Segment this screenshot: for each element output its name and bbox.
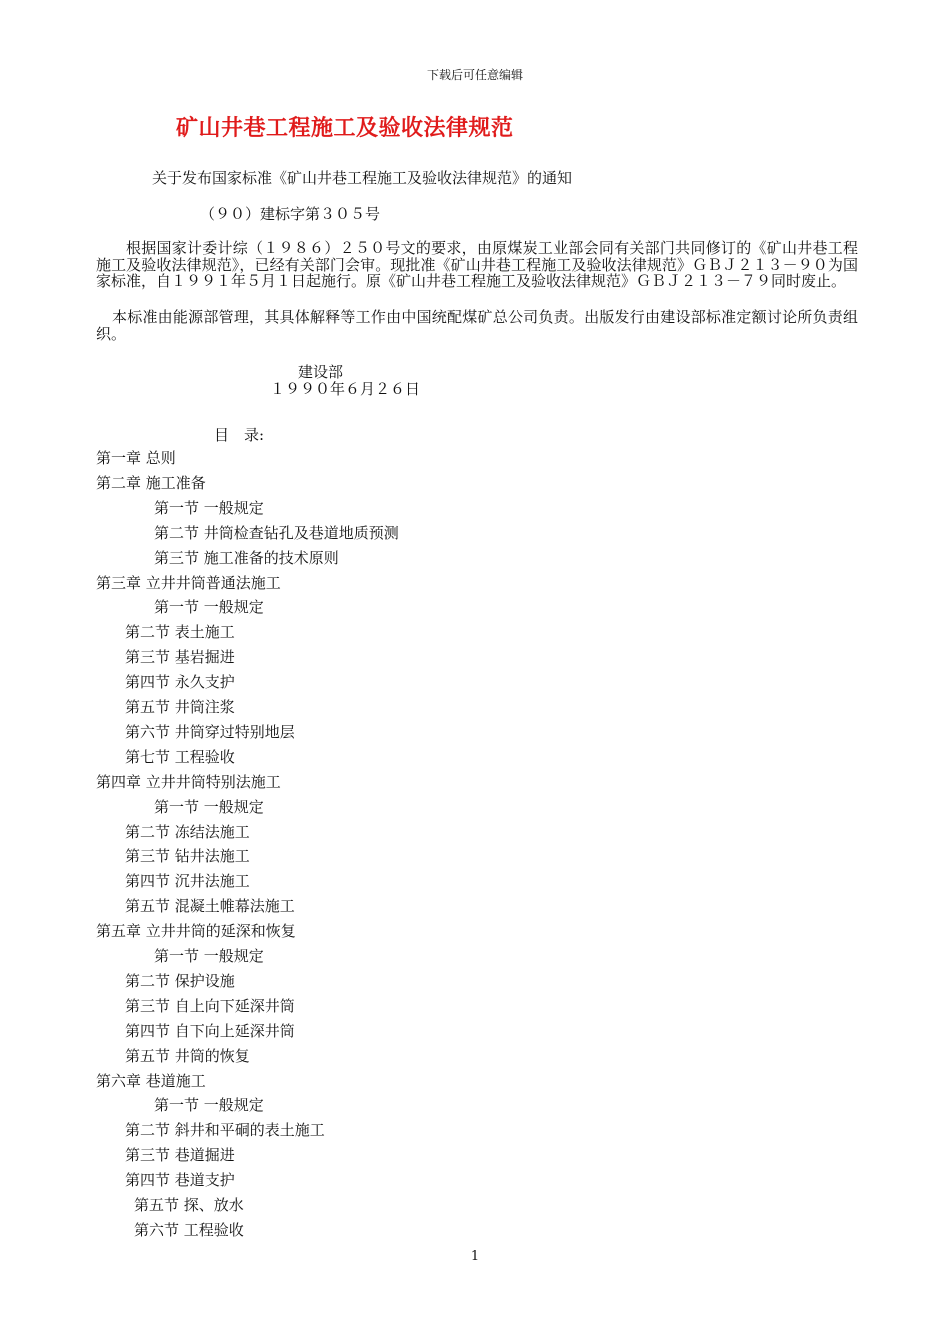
toc-section: 第七节 工程验收 <box>125 747 235 766</box>
toc-section: 第二节 冻结法施工 <box>125 822 250 841</box>
toc-section: 第三节 基岩掘进 <box>125 648 235 667</box>
toc-section: 第二节 保护设施 <box>125 971 235 990</box>
toc-section: 第三节 巷道掘进 <box>125 1146 235 1165</box>
toc-chapter: 第五章 立井井筒的延深和恢复 <box>96 922 296 941</box>
toc-section: 第一节 一般规定 <box>154 598 264 617</box>
toc-section: 第五节 混凝土帷幕法施工 <box>125 897 295 916</box>
toc-section: 第一节 一般规定 <box>154 947 264 965</box>
toc-section: 第四节 沉井法施工 <box>125 872 250 891</box>
toc-chapter: 第四章 立井井筒特别法施工 <box>96 772 281 791</box>
toc-chapter: 第三章 立井井筒普通法施工 <box>96 573 281 592</box>
issuer: 建设部 <box>298 363 344 381</box>
body-paragraph-1: 根据国家计委计综（１９８６）２５０号文的要求，由原煤炭工业部会同有关部门共同修订的《矿山井巷工程施工及验收法律规范》，已经有关部门会审。现批准《矿山井巷工程施工及验收法律规范》ＧＢＪ２１３－９０为国家标准，自１９９１年５月１日起施行。原《矿山井巷工程施工及验收法律规范》ＧＢＪ２１３－７９同时废止。 <box>96 239 858 290</box>
toc-section: 第三节 自上向下延深井筒 <box>125 996 295 1015</box>
document-number: （９０）建标字第３０５号 <box>200 205 381 223</box>
toc-section: 第一节 一般规定 <box>154 797 264 816</box>
issue-date: １９９０年６月２６日 <box>270 380 421 398</box>
header-note: 下载后可任意编辑 <box>426 68 523 82</box>
notice-title: 关于发布国家标准《矿山井巷工程施工及验收法律规范》的通知 <box>152 169 573 187</box>
toc-section: 第五节 井筒注浆 <box>125 698 235 716</box>
toc-heading: 目 录: <box>214 426 265 444</box>
body-paragraph-2: 本标准由能源部管理，其具体解释等工作由中国统配煤矿总公司负责。出版发行由建设部标准定额讨论所负责组织。 <box>96 308 858 343</box>
toc-chapter: 第一章 总则 <box>96 449 176 467</box>
page-title: 矿山井巷工程施工及验收法律规范 <box>176 115 514 141</box>
page-number: 1 <box>470 1249 480 1264</box>
toc-section: 第五节 探、放水 <box>134 1196 244 1214</box>
toc-section: 第二节 表土施工 <box>125 623 235 642</box>
toc-section: 第六节 井筒穿过特别地层 <box>125 722 295 741</box>
toc-section: 第二节 斜井和平硐的表土施工 <box>125 1121 325 1140</box>
toc-chapter: 第二章 施工准备 <box>96 473 206 492</box>
toc-section: 第四节 自下向上延深井筒 <box>125 1021 295 1040</box>
toc-chapter: 第六章 巷道施工 <box>96 1071 206 1090</box>
toc-section: 第一节 一般规定 <box>154 1096 264 1115</box>
toc-section: 第二节 井筒检查钻孔及巷道地质预测 <box>154 523 399 542</box>
toc-section: 第五节 井筒的恢复 <box>125 1046 250 1065</box>
toc-section: 第四节 永久支护 <box>125 673 235 692</box>
toc-section: 第三节 钻井法施工 <box>125 847 250 866</box>
toc-section: 第三节 施工准备的技术原则 <box>154 548 339 567</box>
toc-section: 第六节 工程验收 <box>134 1220 244 1239</box>
toc-section: 第一节 一般规定 <box>154 498 264 517</box>
toc-section: 第四节 巷道支护 <box>125 1171 235 1190</box>
